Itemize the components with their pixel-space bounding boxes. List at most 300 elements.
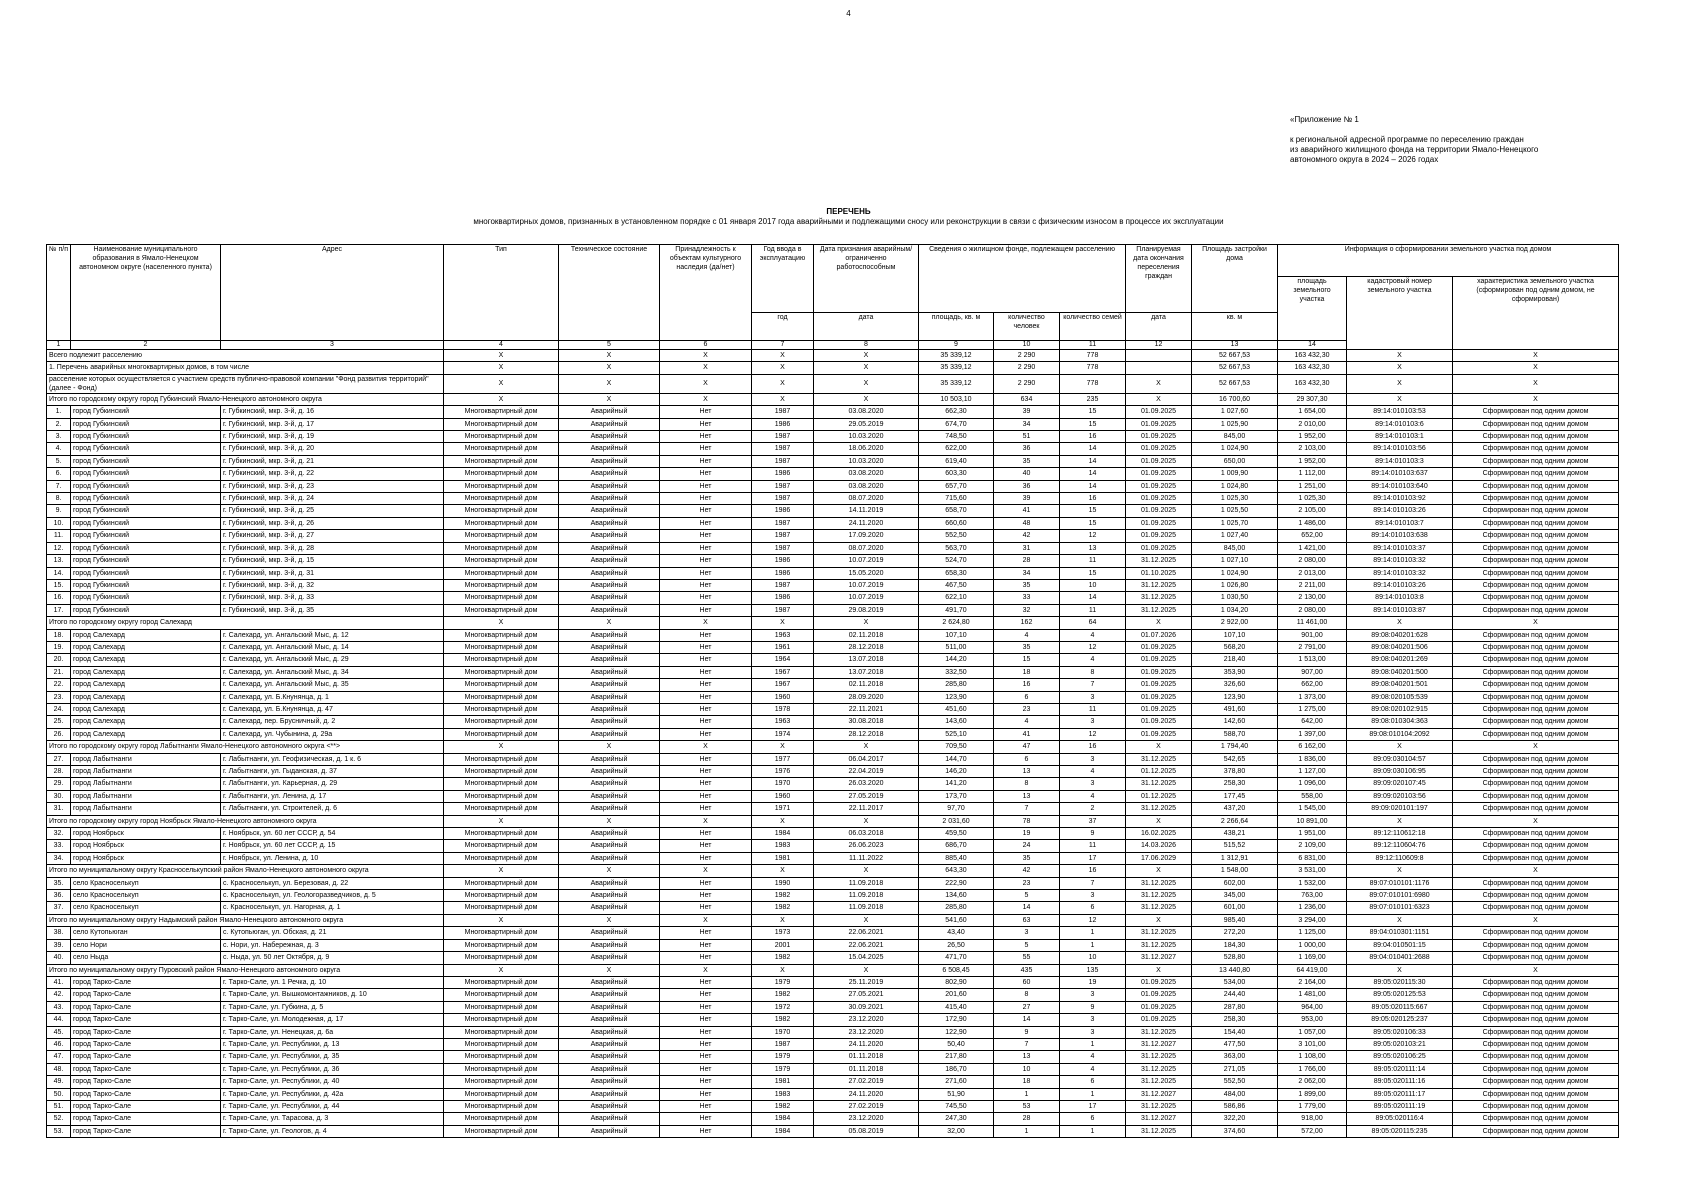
table-cell: 901,00 xyxy=(1278,629,1347,641)
table-cell: 146,20 xyxy=(919,766,994,778)
table-cell: 89:05:020125:237 xyxy=(1347,1014,1453,1026)
table-row xyxy=(47,728,1619,740)
table-cell: X xyxy=(660,964,752,976)
table-cell: город Тарко-Сале xyxy=(71,1113,221,1125)
header-cell: характеристика земельного участка (сформирован под одним домом, не сформирован) xyxy=(1453,277,1619,350)
table-cell: 51,90 xyxy=(919,1088,994,1100)
table-cell: Нет xyxy=(660,555,752,567)
table-cell: 15.05.2020 xyxy=(814,567,919,579)
table-cell: Многоквартирный дом xyxy=(444,1088,559,1100)
appendix-line: к региональной адресной программе по переселению граждан xyxy=(1290,135,1524,144)
table-cell: 89:14:010103:6 xyxy=(1347,418,1453,430)
table-cell: 2001 xyxy=(752,939,814,951)
table-cell: Сформирован под одним домом xyxy=(1453,877,1619,889)
table-cell: Нет xyxy=(660,418,752,430)
table-cell: 378,80 xyxy=(1192,766,1278,778)
table-cell: 247,30 xyxy=(919,1113,994,1125)
table-cell: город Тарко-Сале xyxy=(71,1038,221,1050)
table-cell: 6 xyxy=(1060,1076,1126,1088)
table-cell: 08.07.2020 xyxy=(814,493,919,505)
table-cell: 1973 xyxy=(752,927,814,939)
table-cell: 6. xyxy=(47,468,71,480)
column-number: 10 xyxy=(994,341,1060,350)
table-cell: 89:12:110604:76 xyxy=(1347,840,1453,852)
table-cell: 345,00 xyxy=(1192,890,1278,902)
table-cell: 802,90 xyxy=(919,976,994,988)
table-cell: Аварийный xyxy=(559,468,660,480)
header-cell: дата xyxy=(814,313,919,341)
table-cell: 715,60 xyxy=(919,493,994,505)
table-cell: 123,90 xyxy=(1192,691,1278,703)
table-cell: 9 xyxy=(1060,828,1126,840)
table-cell: 01.09.2025 xyxy=(1126,1014,1192,1026)
table-cell: 60 xyxy=(994,976,1060,988)
table-cell: 1 794,40 xyxy=(1192,741,1278,753)
table-cell: 1 024,80 xyxy=(1192,480,1278,492)
table-cell: Аварийный xyxy=(559,1125,660,1137)
table-cell: 1963 xyxy=(752,629,814,641)
table-cell: 1977 xyxy=(752,753,814,765)
table-cell: 541,60 xyxy=(919,914,994,926)
table-cell: 13 xyxy=(994,790,1060,802)
table-cell: X xyxy=(1126,914,1192,926)
table-cell: с. Ныда, ул. 50 лет Октября, д. 9 xyxy=(221,952,444,964)
table-cell: 36. xyxy=(47,890,71,902)
table-row xyxy=(47,976,1619,988)
table-row xyxy=(47,431,1619,443)
table-cell: Многоквартирный дом xyxy=(444,691,559,703)
table-cell: Аварийный xyxy=(559,1063,660,1075)
table-cell: 1986 xyxy=(752,592,814,604)
table-cell: 285,80 xyxy=(919,902,994,914)
table-cell: 1 532,00 xyxy=(1278,877,1347,889)
table-cell: X xyxy=(1453,964,1619,976)
table-cell: город Губкинский xyxy=(71,604,221,616)
table-cell: Аварийный xyxy=(559,691,660,703)
table-cell: 31.12.2025 xyxy=(1126,1076,1192,1088)
table-cell: 163 432,30 xyxy=(1278,374,1347,393)
table-row xyxy=(47,1026,1619,1038)
table-cell: X xyxy=(1453,815,1619,827)
table-cell: 13 xyxy=(1060,542,1126,554)
table-cell: 8 xyxy=(994,989,1060,1001)
table-cell: 3 531,00 xyxy=(1278,865,1347,877)
table-cell: Аварийный xyxy=(559,852,660,864)
table-cell: Сформирован под одним домом xyxy=(1453,505,1619,517)
table-cell: Многоквартирный дом xyxy=(444,902,559,914)
table-cell: Нет xyxy=(660,852,752,864)
table-cell: X xyxy=(1126,815,1192,827)
table-cell: 1967 xyxy=(752,666,814,678)
header-cell: Принадлежность к объектам культурного наследия (да/нет) xyxy=(660,245,752,341)
table-cell: Сформирован под одним домом xyxy=(1453,530,1619,542)
table-cell: 1987 xyxy=(752,431,814,443)
table-cell: 5. xyxy=(47,455,71,467)
table-cell: 2 211,00 xyxy=(1278,579,1347,591)
table-cell: 2 266,64 xyxy=(1192,815,1278,827)
table-cell: 1 xyxy=(1060,1088,1126,1100)
table-cell: 23.12.2020 xyxy=(814,1113,919,1125)
table-cell: Многоквартирный дом xyxy=(444,790,559,802)
table-cell: 28. xyxy=(47,766,71,778)
table-cell: 1 025,30 xyxy=(1192,493,1278,505)
table-cell: 1 486,00 xyxy=(1278,517,1347,529)
table-cell: 01.09.2025 xyxy=(1126,666,1192,678)
table-cell: город Салехард xyxy=(71,679,221,691)
subtotal-row xyxy=(47,374,1619,393)
table-cell: 1 169,00 xyxy=(1278,952,1347,964)
table-cell: 9. xyxy=(47,505,71,517)
table-cell: 1 024,90 xyxy=(1192,567,1278,579)
table-cell: 7. xyxy=(47,480,71,492)
table-cell: Нет xyxy=(660,716,752,728)
table-row xyxy=(47,989,1619,1001)
table-cell: Сформирован под одним домом xyxy=(1453,691,1619,703)
table-cell: Сформирован под одним домом xyxy=(1453,555,1619,567)
table-cell: 18. xyxy=(47,629,71,641)
table-row xyxy=(47,641,1619,653)
table-cell: 30.09.2021 xyxy=(814,1001,919,1013)
table-cell: Сформирован под одним домом xyxy=(1453,989,1619,1001)
table-cell: 1974 xyxy=(752,728,814,740)
table-cell: 31.12.2025 xyxy=(1126,939,1192,951)
table-cell: 1 275,00 xyxy=(1278,703,1347,715)
header-cell: Наименование муниципального образования в Ямало-Ненецком автономном округе (населенного пункта) xyxy=(71,245,221,341)
table-cell: Нет xyxy=(660,480,752,492)
table-cell: 44. xyxy=(47,1014,71,1026)
table-cell: 558,00 xyxy=(1278,790,1347,802)
table-cell: Нет xyxy=(660,1113,752,1125)
subtotal-label: Итого по городскому округу город Салехард xyxy=(47,617,444,629)
table-cell: 89:05:020116:4 xyxy=(1347,1113,1453,1125)
table-cell: X xyxy=(660,914,752,926)
table-cell: 1 952,00 xyxy=(1278,431,1347,443)
table-cell: Многоквартирный дом xyxy=(444,890,559,902)
table-cell: 154,40 xyxy=(1192,1026,1278,1038)
table-cell: 42. xyxy=(47,989,71,1001)
table-cell: город Салехард xyxy=(71,703,221,715)
table-cell: с. Нори, ул. Набережная, д. 3 xyxy=(221,939,444,951)
table-cell: Аварийный xyxy=(559,604,660,616)
table-cell: 1978 xyxy=(752,703,814,715)
table-cell: Нет xyxy=(660,1088,752,1100)
table-cell: 287,80 xyxy=(1192,1001,1278,1013)
table-cell: 21. xyxy=(47,666,71,678)
table-cell: 778 xyxy=(1060,374,1126,393)
table-cell: X xyxy=(1126,393,1192,405)
table-cell: Нет xyxy=(660,890,752,902)
table-cell: 6 xyxy=(1060,1113,1126,1125)
table-cell: 23 xyxy=(994,703,1060,715)
table-cell: Аварийный xyxy=(559,753,660,765)
table-cell: с. Красноселькуп, ул. Березовая, д. 22 xyxy=(221,877,444,889)
table-cell: 26.03.2020 xyxy=(814,778,919,790)
table-cell: город Губкинский xyxy=(71,443,221,455)
table-cell: 1 108,00 xyxy=(1278,1051,1347,1063)
subtotal-row xyxy=(47,914,1619,926)
column-number: 2 xyxy=(71,341,221,350)
table-cell: 31.12.2027 xyxy=(1126,1113,1192,1125)
table-cell: город Тарко-Сале xyxy=(71,989,221,1001)
subtotal-row xyxy=(47,964,1619,976)
table-cell: город Тарко-Сале xyxy=(71,1076,221,1088)
table-cell: 10.07.2019 xyxy=(814,555,919,567)
table-cell: 22.06.2021 xyxy=(814,927,919,939)
table-cell: Нет xyxy=(660,1051,752,1063)
table-cell: 14 xyxy=(1060,468,1126,480)
table-cell: Многоквартирный дом xyxy=(444,976,559,988)
table-cell: X xyxy=(752,815,814,827)
table-cell: 163 432,30 xyxy=(1278,362,1347,374)
table-cell: 650,00 xyxy=(1192,455,1278,467)
table-cell: 1987 xyxy=(752,406,814,418)
table-cell: г. Тарко-Сале, ул. 1 Речка, д. 10 xyxy=(221,976,444,988)
table-row xyxy=(47,493,1619,505)
table-cell: 31.12.2025 xyxy=(1126,592,1192,604)
table-cell: г. Губкинский, мкр. 3-й, д. 35 xyxy=(221,604,444,616)
table-cell: город Тарко-Сале xyxy=(71,1014,221,1026)
table-cell: X xyxy=(1453,374,1619,393)
table-row xyxy=(47,579,1619,591)
table-cell: X xyxy=(752,964,814,976)
table-cell: город Лабытнанги xyxy=(71,753,221,765)
table-cell: Сформирован под одним домом xyxy=(1453,679,1619,691)
table-cell: 89:04:010401:2688 xyxy=(1347,952,1453,964)
table-cell: 27.05.2019 xyxy=(814,790,919,802)
table-cell: г. Салехард, пер. Брусничный, д. 2 xyxy=(221,716,444,728)
table-cell: город Салехард xyxy=(71,666,221,678)
table-cell: г. Салехард, ул. Ангальский Мыс, д. 14 xyxy=(221,641,444,653)
table-cell: 01.09.2025 xyxy=(1126,703,1192,715)
table-row xyxy=(47,517,1619,529)
table-cell: 3 xyxy=(1060,1014,1126,1026)
table-cell: 23.12.2020 xyxy=(814,1026,919,1038)
table-cell: Аварийный xyxy=(559,790,660,802)
table-cell: 64 419,00 xyxy=(1278,964,1347,976)
table-cell: 1 025,30 xyxy=(1278,493,1347,505)
table-cell: 89:09:030106:95 xyxy=(1347,766,1453,778)
table-cell: 7 xyxy=(994,1038,1060,1050)
table-cell: 10.03.2020 xyxy=(814,455,919,467)
table-cell: Многоквартирный дом xyxy=(444,604,559,616)
table-cell: Сформирован под одним домом xyxy=(1453,828,1619,840)
table-cell: 2 xyxy=(1060,803,1126,815)
table-cell: 89:05:020115:667 xyxy=(1347,1001,1453,1013)
table-cell: X xyxy=(444,964,559,976)
table-cell: 2 105,00 xyxy=(1278,505,1347,517)
table-cell: г. Губкинский, мкр. 3-й, д. 31 xyxy=(221,567,444,579)
table-cell: 27.02.2019 xyxy=(814,1100,919,1112)
table-cell: 222,90 xyxy=(919,877,994,889)
table-cell: Аварийный xyxy=(559,679,660,691)
table-cell: 2 624,80 xyxy=(919,617,994,629)
header-cell: Планируемая дата окончания переселения граждан xyxy=(1126,245,1192,313)
table-cell: 11.09.2018 xyxy=(814,877,919,889)
table-cell: 13 xyxy=(994,1051,1060,1063)
table-cell: 1 xyxy=(994,1088,1060,1100)
table-cell: 35 xyxy=(994,579,1060,591)
table-cell: 89:14:010103:32 xyxy=(1347,555,1453,567)
table-cell: 89:08:040201:500 xyxy=(1347,666,1453,678)
table-cell: г. Ноябрьск, ул. Ленина, д. 10 xyxy=(221,852,444,864)
table-cell: X xyxy=(1126,617,1192,629)
table-cell: X xyxy=(814,914,919,926)
table-cell: Многоквартирный дом xyxy=(444,431,559,443)
table-cell: 1970 xyxy=(752,778,814,790)
table-cell: 89:14:010103:3 xyxy=(1347,455,1453,467)
table-cell: 01.09.2025 xyxy=(1126,654,1192,666)
table-cell: Многоквартирный дом xyxy=(444,406,559,418)
header-cell: Информация о сформировании земельного участка под домом xyxy=(1278,245,1619,277)
table-cell: 31.12.2025 xyxy=(1126,927,1192,939)
table-cell: X xyxy=(660,362,752,374)
table-cell: Сформирован под одним домом xyxy=(1453,803,1619,815)
table-cell: Сформирован под одним домом xyxy=(1453,542,1619,554)
table-cell: 37 xyxy=(1060,815,1126,827)
table-cell: Многоквартирный дом xyxy=(444,418,559,430)
table-cell: 2 062,00 xyxy=(1278,1076,1347,1088)
table-cell: 1971 xyxy=(752,803,814,815)
table-cell: Сформирован под одним домом xyxy=(1453,666,1619,678)
table-cell: с. Красноселькуп, ул. Нагорная, д. 1 xyxy=(221,902,444,914)
table-cell: 1 025,90 xyxy=(1192,418,1278,430)
table-cell: Нет xyxy=(660,604,752,616)
table-cell: Нет xyxy=(660,828,752,840)
table-cell: Аварийный xyxy=(559,592,660,604)
table-cell: 89:08:020102:915 xyxy=(1347,703,1453,715)
table-body xyxy=(47,350,1619,1138)
table-cell: 89:14:010103:32 xyxy=(1347,567,1453,579)
table-cell: Сформирован под одним домом xyxy=(1453,455,1619,467)
table-cell: Сформирован под одним домом xyxy=(1453,654,1619,666)
table-cell: 1 127,00 xyxy=(1278,766,1347,778)
table-cell: 201,60 xyxy=(919,989,994,1001)
table-cell: 29.08.2019 xyxy=(814,604,919,616)
table-cell: 89:07:010101:6980 xyxy=(1347,890,1453,902)
table-cell: 652,00 xyxy=(1278,530,1347,542)
table-cell: г. Тарко-Сале, ул. Тарасова, д. 3 xyxy=(221,1113,444,1125)
table-cell: город Губкинский xyxy=(71,431,221,443)
table-row xyxy=(47,803,1619,815)
table-cell: город Лабытнанги xyxy=(71,766,221,778)
table-cell: 31.12.2025 xyxy=(1126,877,1192,889)
table-cell: 78 xyxy=(994,815,1060,827)
table-cell: 89:12:110609:8 xyxy=(1347,852,1453,864)
table-cell: 745,50 xyxy=(919,1100,994,1112)
table-cell: с. Красноселькуп, ул. Геологоразведчиков, д. 5 xyxy=(221,890,444,902)
table-cell: 134,60 xyxy=(919,890,994,902)
table-cell: Аварийный xyxy=(559,716,660,728)
table-cell: город Тарко-Сале xyxy=(71,976,221,988)
table-cell: 534,00 xyxy=(1192,976,1278,988)
table-cell: 11.11.2022 xyxy=(814,852,919,864)
table-cell: 1987 xyxy=(752,455,814,467)
table-cell: 1987 xyxy=(752,604,814,616)
table-cell: 11.09.2018 xyxy=(814,890,919,902)
table-row xyxy=(47,505,1619,517)
table-cell: 374,60 xyxy=(1192,1125,1278,1137)
table-cell: 601,00 xyxy=(1192,902,1278,914)
table-cell: 89:08:040201:628 xyxy=(1347,629,1453,641)
table-cell xyxy=(1126,362,1192,374)
table-cell: 89:14:010103:87 xyxy=(1347,604,1453,616)
table-row xyxy=(47,418,1619,430)
table-row xyxy=(47,542,1619,554)
table-cell: 13. xyxy=(47,555,71,567)
table-cell: 1 421,00 xyxy=(1278,542,1347,554)
table-cell: Сформирован под одним домом xyxy=(1453,517,1619,529)
table-cell: Нет xyxy=(660,877,752,889)
table-cell: 552,50 xyxy=(1192,1076,1278,1088)
table-cell: 47 xyxy=(994,741,1060,753)
table-cell: г. Тарко-Сале, ул. Молодежная, д. 17 xyxy=(221,1014,444,1026)
table-cell: 01.09.2025 xyxy=(1126,691,1192,703)
table-cell: 42 xyxy=(994,530,1060,542)
table-cell: X xyxy=(814,865,919,877)
table-cell: село Кутопьюган xyxy=(71,927,221,939)
table-cell: X xyxy=(1347,865,1453,877)
table-cell: 1983 xyxy=(752,840,814,852)
table-cell: Многоквартирный дом xyxy=(444,505,559,517)
table-cell: 53. xyxy=(47,1125,71,1137)
table-cell: Нет xyxy=(660,579,752,591)
table-cell: 622,10 xyxy=(919,592,994,604)
table-cell: Аварийный xyxy=(559,505,660,517)
table-cell: 89:14:010103:637 xyxy=(1347,468,1453,480)
table-cell: 459,50 xyxy=(919,828,994,840)
table-cell: город Тарко-Сале xyxy=(71,1001,221,1013)
table-cell: г. Тарко-Сале, ул. Губкина, д. 5 xyxy=(221,1001,444,1013)
table-cell xyxy=(1126,350,1192,362)
table-cell: 471,70 xyxy=(919,952,994,964)
table-cell: Многоквартирный дом xyxy=(444,567,559,579)
table-cell: г. Лабытнанги, ул. Ленина, д. 17 xyxy=(221,790,444,802)
table-cell: Многоквартирный дом xyxy=(444,517,559,529)
table-cell: 985,40 xyxy=(1192,914,1278,926)
table-cell: г. Тарко-Сале, ул. Республики, д. 44 xyxy=(221,1100,444,1112)
table-cell: 2 290 xyxy=(994,362,1060,374)
table-cell: 6 xyxy=(994,753,1060,765)
table-cell: Многоквартирный дом xyxy=(444,455,559,467)
table-cell: 7 xyxy=(994,803,1060,815)
table-cell: Аварийный xyxy=(559,1001,660,1013)
table-cell: 1976 xyxy=(752,766,814,778)
table-cell: 272,20 xyxy=(1192,927,1278,939)
table-cell: 01.09.2025 xyxy=(1126,716,1192,728)
table-cell: 30.08.2018 xyxy=(814,716,919,728)
table-cell: Многоквартирный дом xyxy=(444,728,559,740)
table-cell: Нет xyxy=(660,1100,752,1112)
table-cell: Многоквартирный дом xyxy=(444,468,559,480)
table-cell: г. Лабытнанги, ул. Геофизическая, д. 1 к. 6 xyxy=(221,753,444,765)
table-cell: Многоквартирный дом xyxy=(444,852,559,864)
appendix-line: из аварийного жилищного фонда на территории Ямало-Ненецкого xyxy=(1290,145,1539,154)
table-cell: 32,00 xyxy=(919,1125,994,1137)
table-cell: 491,60 xyxy=(1192,703,1278,715)
table-cell: 13.07.2018 xyxy=(814,654,919,666)
table-cell: 89:14:010103:640 xyxy=(1347,480,1453,492)
column-number: 4 xyxy=(444,341,559,350)
table-row xyxy=(47,852,1619,864)
table-cell: г. Тарко-Сале, ул. Республики, д. 40 xyxy=(221,1076,444,1088)
table-cell: 1984 xyxy=(752,1113,814,1125)
table-cell: 01.09.2025 xyxy=(1126,517,1192,529)
table-cell: 89:04:010301:1151 xyxy=(1347,927,1453,939)
table-cell: город Салехард xyxy=(71,728,221,740)
table-cell: Аварийный xyxy=(559,406,660,418)
table-cell: 1 545,00 xyxy=(1278,803,1347,815)
table-cell: 12. xyxy=(47,542,71,554)
